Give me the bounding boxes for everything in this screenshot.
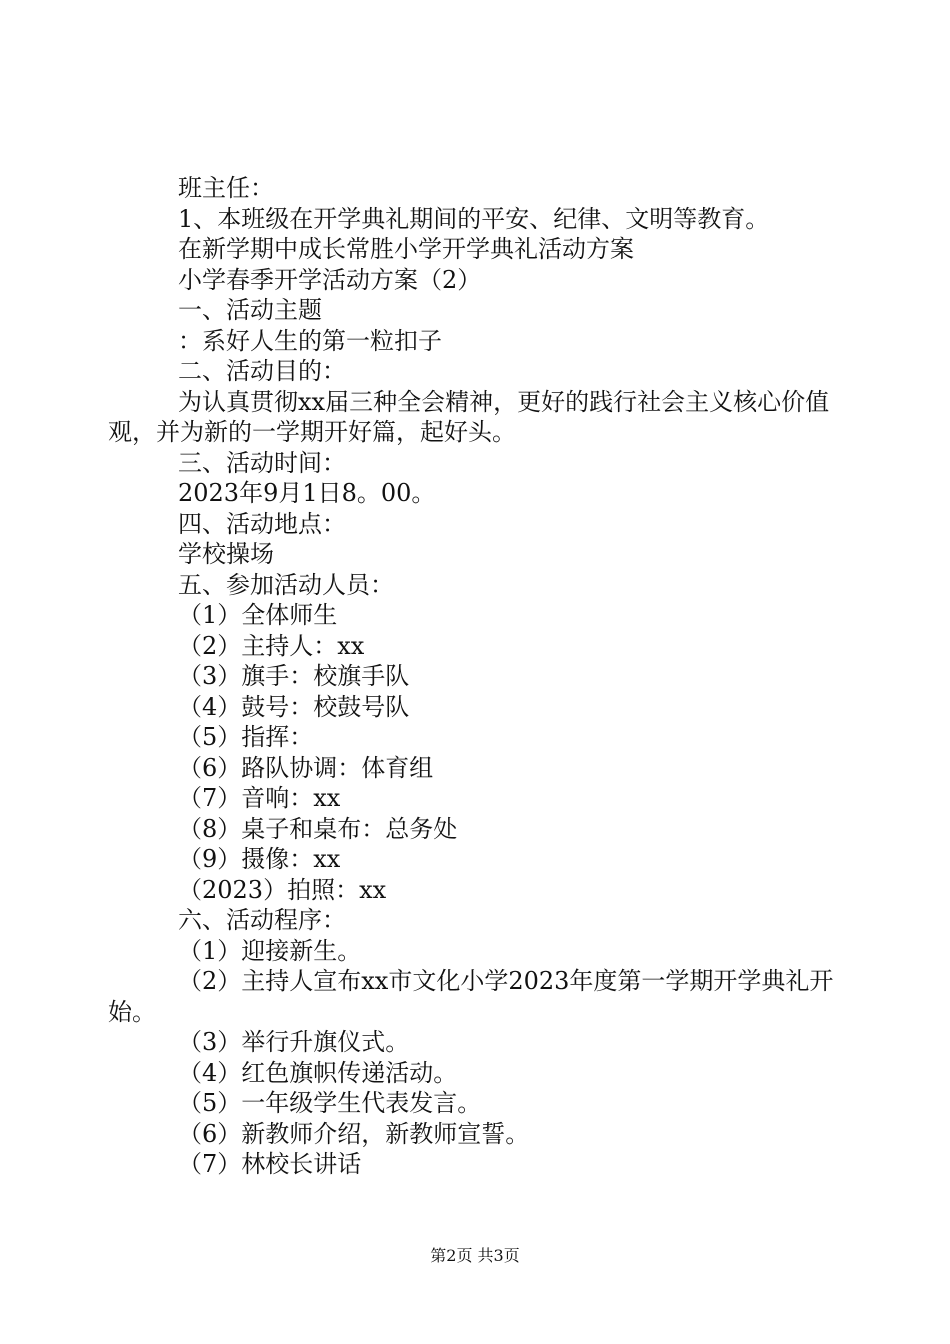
document-body bbox=[108, 173, 838, 1180]
paragraph: 小学春季开学活动方案（2） bbox=[178, 265, 482, 294]
section-heading: 一、活动主题 bbox=[178, 296, 322, 324]
paragraph: 学校操场 bbox=[178, 540, 274, 568]
paragraph: 为认真贯彻xx届三种全会精神，更好的践行社会主义核心价值观，并为新的一学期开好篇，起好头。 bbox=[108, 387, 830, 446]
section-heading: 五、参加活动人员： bbox=[178, 570, 394, 599]
paragraph: ：系好人生的第一粒扣子 bbox=[178, 326, 442, 355]
section-heading: 三、活动时间： bbox=[178, 448, 346, 477]
list-item: （7）林校长讲话 bbox=[178, 1150, 362, 1178]
list-item: （2）主持人：xx bbox=[178, 631, 365, 660]
page-footer bbox=[0, 1243, 950, 1266]
list-item: （6）路队协调：体育组 bbox=[178, 753, 434, 782]
list-item: （6）新教师介绍，新教师宣誓。 bbox=[178, 1119, 530, 1148]
section-heading: 四、活动地点： bbox=[178, 509, 346, 538]
list-item: （2023）拍照：xx bbox=[178, 875, 387, 904]
paragraph: 2023年9月1日8。00。 bbox=[178, 479, 436, 507]
list-item: （9）摄像：xx bbox=[178, 845, 341, 873]
list-item: （4）红色旗帜传递活动。 bbox=[178, 1058, 458, 1087]
list-item: （1）迎接新生。 bbox=[178, 936, 362, 965]
paragraph: 在新学期中成长常胜小学开学典礼活动方案 bbox=[178, 235, 634, 263]
paragraph: 1、本班级在开学典礼期间的平安、纪律、文明等教育。 bbox=[178, 204, 770, 233]
list-item: （7）音响：xx bbox=[178, 784, 341, 812]
list-item: （5）指挥： bbox=[178, 723, 314, 751]
list-item: （5）一年级学生代表发言。 bbox=[178, 1089, 482, 1117]
list-item: （3）举行升旗仪式。 bbox=[178, 1028, 410, 1056]
list-item: （8）桌子和桌布：总务处 bbox=[178, 814, 458, 843]
page-number: 第2页 共3页 bbox=[430, 1246, 520, 1265]
list-item: （1）全体师生 bbox=[178, 601, 338, 629]
section-heading: 二、活动目的： bbox=[178, 357, 346, 385]
list-item: （3）旗手：校旗手队 bbox=[178, 662, 410, 690]
section-heading: 六、活动程序： bbox=[178, 906, 346, 934]
list-item: （2）主持人宣布xx市文化小学2023年度第一学期开学典礼开始。 bbox=[108, 967, 834, 1026]
list-item: （4）鼓号：校鼓号队 bbox=[178, 692, 410, 721]
paragraph: 班主任： bbox=[178, 174, 274, 202]
